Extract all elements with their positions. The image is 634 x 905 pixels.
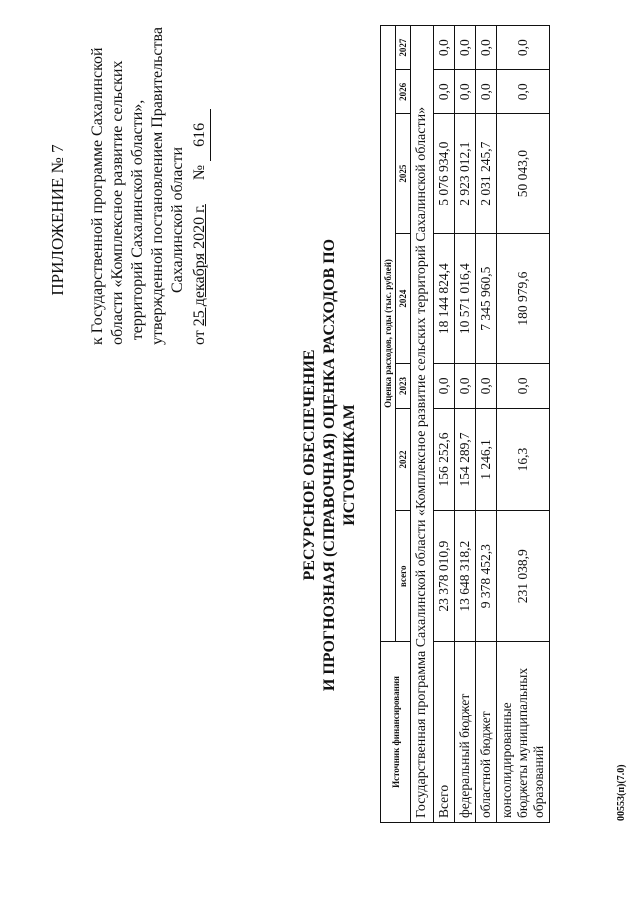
header-row xyxy=(381,26,396,823)
table-cell: 16,3 xyxy=(497,408,550,511)
document-title-line: И ПРОГНОЗНАЯ (СПРАВОЧНАЯ) ОЦЕНКА РАСХОДОВ ПО ИСТОЧНИКАМ xyxy=(321,238,358,692)
table-cell: 156 252,6 xyxy=(434,408,455,511)
table-cell: 2 923 012,1 xyxy=(455,114,476,234)
resources-table xyxy=(380,25,550,823)
table-cell: 180 979,6 xyxy=(497,233,550,364)
appendix-line: территорий Сахалинской области», xyxy=(129,99,146,341)
table-row xyxy=(476,26,497,823)
table-cell: 2 031 245,7 xyxy=(476,114,497,234)
table-cell: 0,0 xyxy=(497,70,550,114)
appendix-title: ПРИЛОЖЕНИЕ № 7 xyxy=(48,144,67,296)
table-row xyxy=(497,26,550,823)
appendix-line: Сахалинской области xyxy=(169,146,186,294)
appendix-line: утвержденной постановлением Правительства xyxy=(149,27,166,345)
table-cell: 0,0 xyxy=(455,364,476,408)
table-cell: 9 378 452,3 xyxy=(476,511,497,642)
table-cell: 50 043,0 xyxy=(497,114,550,234)
table-cell: 0,0 xyxy=(476,364,497,408)
table-row xyxy=(434,26,455,823)
column-header: 2026 xyxy=(396,70,411,114)
approval-date: 25 декабря 2020 г. xyxy=(191,204,208,327)
column-header: 2023 xyxy=(396,364,411,408)
table-cell: 5 076 934,0 xyxy=(434,114,455,234)
appendix-line: к Государственной программе Сахалинской xyxy=(89,47,106,345)
row-label: федеральный бюджет xyxy=(455,642,476,823)
table-cell: 231 038,9 xyxy=(497,511,550,642)
table-cell: 0,0 xyxy=(497,364,550,408)
table-cell: 0,0 xyxy=(434,70,455,114)
number-label: № xyxy=(191,164,208,181)
table-cell: 0,0 xyxy=(434,364,455,408)
column-header: всего xyxy=(396,511,411,642)
row-label: консолидированные бюджеты муниципальных образований xyxy=(497,642,550,823)
date-prefix: от xyxy=(191,330,208,345)
table-cell: 23 378 010,9 xyxy=(434,511,455,642)
appendix-line: области «Комплексное развитие сельских xyxy=(109,60,126,345)
table-cell: 10 571 016,4 xyxy=(455,233,476,364)
table-cell: 154 289,7 xyxy=(455,408,476,511)
document-title xyxy=(300,185,360,745)
estimate-header: Оценка расходов, годы (тыс. рублей) xyxy=(381,26,396,642)
program-name: Государственная программа Сахалинской области «Комплексное развитие сельских территорий Сахалинской области» xyxy=(411,26,434,823)
table-cell: 0,0 xyxy=(455,26,476,70)
column-header: 2024 xyxy=(396,233,411,364)
table-cell: 13 648 318,2 xyxy=(455,511,476,642)
document-title-line: РЕСУРСНОЕ ОБЕСПЕЧЕНИЕ xyxy=(301,349,318,581)
table-cell: 0,0 xyxy=(476,70,497,114)
source-header: Источник финансирования xyxy=(381,642,411,823)
table-cell: 7 345 960,5 xyxy=(476,233,497,364)
table-cell: 18 144 824,4 xyxy=(434,233,455,364)
program-row xyxy=(411,26,434,823)
row-label: Всего xyxy=(434,642,455,823)
column-header: 2025 xyxy=(396,114,411,234)
column-header: 2022 xyxy=(396,408,411,511)
row-label: областной бюджет xyxy=(476,642,497,823)
document-code: 00553(п)(7.0) xyxy=(616,764,627,821)
approval-number: 616 xyxy=(190,109,211,161)
table-cell: 1 246,1 xyxy=(476,408,497,511)
column-header: 2027 xyxy=(396,26,411,70)
approval-date-line xyxy=(190,95,211,345)
table-row xyxy=(455,26,476,823)
table-cell: 0,0 xyxy=(434,26,455,70)
table-cell: 0,0 xyxy=(455,70,476,114)
appendix-block xyxy=(48,27,211,345)
table-cell: 0,0 xyxy=(476,26,497,70)
table-cell: 0,0 xyxy=(497,26,550,70)
